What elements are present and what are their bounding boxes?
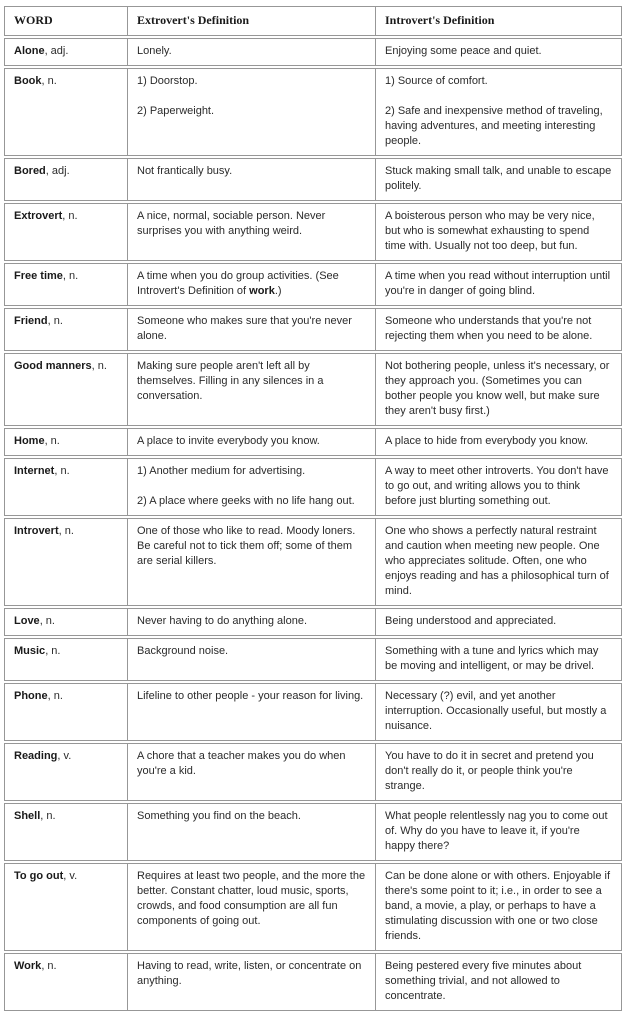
table-row [4, 68, 622, 156]
table-row [4, 353, 622, 426]
word-cell [4, 803, 127, 861]
word-cell [4, 638, 127, 681]
word-label: Shell [14, 810, 41, 822]
table-row [4, 428, 622, 456]
definition-paragraph: Being understood and appreciated. [385, 615, 557, 627]
definition-paragraph: 1) Source of comfort. [385, 75, 488, 87]
extrovert-definition-cell [127, 608, 375, 636]
extrovert-definition-cell [127, 743, 375, 801]
part-of-speech: , n. [62, 210, 78, 222]
word-cell [4, 608, 127, 636]
definition-paragraph: Necessary (?) evil, and yet another interruption. Occasionally useful, but mostly a nuisance. [385, 690, 607, 732]
introvert-definition-cell [375, 518, 622, 606]
introvert-definition-cell [375, 803, 622, 861]
definition-paragraph: One who shows a perfectly natural restraint and caution when meeting new people. One who appreciates solitude. Often, one who enjoys reading and has a philosophical turn of mind. [385, 525, 609, 597]
definition-paragraph: Requires at least two people, and the more the better. Constant chatter, loud music, sports, crowds, and food consumption are all fun components of going out. [137, 870, 366, 927]
word-label: Work [14, 960, 42, 972]
definition-paragraph: 2) Paperweight. [137, 105, 215, 117]
introvert-definition-cell [375, 353, 622, 426]
part-of-speech: , n. [41, 960, 57, 972]
word-cell [4, 68, 127, 156]
table-row [4, 638, 622, 681]
extrovert-definition-cell [127, 158, 375, 201]
part-of-speech: , n. [41, 75, 57, 87]
part-of-speech: , n. [91, 360, 107, 372]
extrovert-definition-cell [127, 68, 375, 156]
extrovert-definition-cell [127, 518, 375, 606]
definition-paragraph [385, 89, 612, 104]
word-label: Alone [14, 45, 45, 57]
table-row [4, 203, 622, 261]
definition-paragraph: Can be done alone or with others. Enjoyable if there's some point to it; i.e., in order to see a band, a movie, a play, or perhaps to have a stimulating discussion with one or two close friends. [385, 870, 611, 942]
word-label: Book [14, 75, 42, 87]
word-label: To go out [14, 870, 64, 882]
definition-paragraph: Something with a tune and lyrics which may be moving and intelligent, or may be drivel. [385, 645, 599, 672]
table-row [4, 263, 622, 306]
definition-paragraph: Enjoying some peace and quiet. [385, 45, 542, 57]
definition-paragraph: Lifeline to other people - your reason for living. [137, 690, 364, 702]
extrovert-definition-cell [127, 683, 375, 741]
header-row [4, 6, 622, 36]
word-cell [4, 953, 127, 1011]
word-label: Music [14, 645, 46, 657]
introvert-definition-cell [375, 203, 622, 261]
word-cell [4, 203, 127, 261]
word-label: Internet [14, 465, 55, 477]
definition-paragraph: Making sure people aren't left all by themselves. Filling in any silences in a conversation. [137, 360, 324, 402]
definitions-table-body [4, 38, 622, 1011]
definition-paragraph: One of those who like to read. Moody loners. Be careful not to tick them off; some of them are serial killers. [137, 525, 356, 567]
definition-paragraph: Lonely. [137, 45, 172, 57]
introvert-definition-cell [375, 863, 622, 951]
definition-paragraph: A place to hide from everybody you know. [385, 435, 589, 447]
part-of-speech: , v. [63, 870, 78, 882]
word-label: Home [14, 435, 45, 447]
table-row [4, 683, 622, 741]
definition-paragraph: Having to read, write, listen, or concentrate on anything. [137, 960, 362, 987]
definition-paragraph: You have to do it in secret and pretend you don't really do it, or people think you're strange. [385, 750, 594, 792]
part-of-speech: , n. [62, 270, 79, 282]
extrovert-definition-cell [127, 863, 375, 951]
part-of-speech: , n. [47, 315, 63, 327]
word-cell [4, 863, 127, 951]
introvert-definition-cell [375, 638, 622, 681]
introvert-definition-cell [375, 308, 622, 351]
part-of-speech: , n. [58, 525, 74, 537]
definition-paragraph: A boisterous person who may be very nice, but who is somewhat exhausting to spend time with. Usually not too deep, but fun. [385, 210, 595, 252]
table-row [4, 953, 622, 1011]
extrovert-definition-cell [127, 953, 375, 1011]
word-cell [4, 38, 127, 66]
word-cell [4, 308, 127, 351]
word-cell [4, 458, 127, 516]
extrovert-definition-cell [127, 638, 375, 681]
definition-paragraph: A place to invite everybody you know. [137, 435, 320, 447]
extrovert-definition-cell [127, 263, 375, 306]
introvert-definition-cell [375, 743, 622, 801]
introvert-definition-cell [375, 38, 622, 66]
introvert-definition-cell [375, 263, 622, 306]
word-cell [4, 683, 127, 741]
word-label: Extrovert [14, 210, 63, 222]
definition-paragraph: Background noise. [137, 645, 229, 657]
definition-paragraph: Not frantically busy. [137, 165, 233, 177]
table-row [4, 38, 622, 66]
introvert-definition-cell [375, 428, 622, 456]
definition-paragraph: 2) Safe and inexpensive method of traveling, having adventures, and meeting interesting people. [385, 105, 603, 147]
word-cell [4, 158, 127, 201]
definition-paragraph: 1) Doorstop. [137, 75, 198, 87]
extrovert-definition-cell [127, 458, 375, 516]
table-row [4, 803, 622, 861]
extrovert-definition-cell [127, 203, 375, 261]
word-cell [4, 428, 127, 456]
table-row [4, 458, 622, 516]
definition-paragraph: A chore that a teacher makes you do when you're a kid. [137, 750, 346, 777]
part-of-speech: , n. [39, 615, 55, 627]
part-of-speech: , n. [54, 465, 70, 477]
definition-paragraph: A time when you do group activities. (See Introvert's Definition of work.) [137, 270, 339, 297]
definition-paragraph: Someone who makes sure that you're never alone. [137, 315, 352, 342]
part-of-speech: , n. [44, 435, 60, 447]
introvert-definition-cell [375, 68, 622, 156]
table-row [4, 863, 622, 951]
word-cell [4, 743, 127, 801]
word-label: Free time [14, 270, 63, 282]
definition-paragraph: Not bothering people, unless it's necessary, or they approach you. (Sometimes you can bother people you know well, but make sure they aren't busy first.) [385, 360, 610, 417]
word-cell [4, 518, 127, 606]
word-label: Love [14, 615, 40, 627]
part-of-speech: , adj. [44, 45, 69, 57]
definition-paragraph: Stuck making small talk, and unable to escape politely. [385, 165, 612, 192]
word-label: Phone [14, 690, 48, 702]
table-row [4, 158, 622, 201]
introvert-definition-cell [375, 458, 622, 516]
word-cell [4, 353, 127, 426]
table-row [4, 743, 622, 801]
definition-paragraph: Someone who understands that you're not rejecting them when you need to be alone. [385, 315, 593, 342]
table-row [4, 518, 622, 606]
part-of-speech: , adj. [45, 165, 70, 177]
extrovert-definition-cell [127, 803, 375, 861]
word-label: Introvert [14, 525, 59, 537]
introvert-definition-cell [375, 953, 622, 1011]
definition-paragraph: Never having to do anything alone. [137, 615, 308, 627]
definition-paragraph: A nice, normal, sociable person. Never surprises you with anything weird. [137, 210, 326, 237]
part-of-speech: , n. [47, 690, 63, 702]
part-of-speech: , n. [45, 645, 61, 657]
definition-paragraph: Being pestered every five minutes about something trivial, and not allowed to concentrate. [385, 960, 582, 1002]
definition-paragraph: A time when you read without interruption until you're in danger of going blind. [385, 270, 611, 297]
introvert-definition-cell [375, 158, 622, 201]
extrovert-definition-cell [127, 428, 375, 456]
definitions-table [4, 4, 622, 1013]
extrovert-definition-cell [127, 38, 375, 66]
introvert-definition-cell [375, 608, 622, 636]
word-label: Bored [14, 165, 46, 177]
definition-paragraph: 2) A place where geeks with no life hang out. [137, 495, 355, 507]
word-label: Reading [14, 750, 58, 762]
table-row [4, 308, 622, 351]
part-of-speech: , n. [40, 810, 56, 822]
definition-paragraph: A way to meet other introverts. You don't have to go out, and writing allows you to think before just blurting something out. [385, 465, 609, 507]
definition-paragraph [137, 89, 366, 104]
header-word: WORD [4, 6, 127, 36]
extrovert-definition-cell [127, 353, 375, 426]
extrovert-definition-cell [127, 308, 375, 351]
word-label: Friend [14, 315, 48, 327]
definition-paragraph [137, 479, 366, 494]
definition-paragraph: What people relentlessly nag you to come out of. Why do you have to leave it, if you're happy there? [385, 810, 608, 852]
definition-paragraph: Something you find on the beach. [137, 810, 301, 822]
header-introvert-definition: Introvert's Definition [375, 6, 622, 36]
word-label: Good manners [14, 360, 92, 372]
part-of-speech: , v. [57, 750, 72, 762]
table-row [4, 608, 622, 636]
header-extrovert-definition: Extrovert's Definition [127, 6, 375, 36]
word-cell [4, 263, 127, 306]
introvert-definition-cell [375, 683, 622, 741]
definition-paragraph: 1) Another medium for advertising. [137, 465, 306, 477]
